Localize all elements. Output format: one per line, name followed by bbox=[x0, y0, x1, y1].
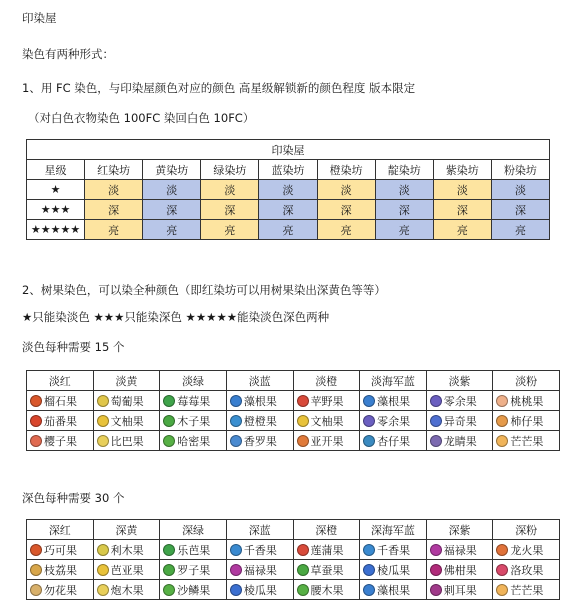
header-cell: 星级 bbox=[27, 160, 85, 180]
dye-cell: 淡 bbox=[317, 180, 375, 200]
berry-icon bbox=[297, 544, 309, 556]
fruit-cell bbox=[160, 560, 227, 580]
berry-icon bbox=[297, 584, 309, 596]
berry-icon bbox=[97, 564, 109, 576]
fruit-label: 哈密果 bbox=[177, 434, 211, 448]
fruit-label: 桃桃果 bbox=[510, 394, 544, 408]
berry-icon bbox=[97, 584, 109, 596]
berry-icon bbox=[496, 395, 508, 407]
fruit-cell bbox=[360, 391, 427, 411]
table-row bbox=[27, 580, 560, 600]
berry-icon bbox=[163, 584, 175, 596]
fruit-cell bbox=[226, 431, 293, 451]
header-cell: 深黄 bbox=[93, 520, 160, 540]
dye-cell: 淡 bbox=[143, 180, 201, 200]
fruit-label: 藻根果 bbox=[377, 583, 411, 597]
berry-icon bbox=[30, 415, 42, 427]
fruit-label: 炮木果 bbox=[110, 583, 144, 597]
berry-icon bbox=[97, 544, 109, 556]
fruit-label: 福禄果 bbox=[443, 543, 477, 557]
fruit-cell bbox=[93, 391, 160, 411]
fruit-label: 藻根果 bbox=[243, 394, 277, 408]
dye-table-row bbox=[27, 180, 550, 200]
berry-icon bbox=[430, 435, 442, 447]
dye-cell: 亮 bbox=[259, 220, 317, 240]
star-level-cell: ★★★ bbox=[27, 200, 85, 220]
header-cell: 淡红 bbox=[27, 371, 94, 391]
fruit-cell bbox=[160, 431, 227, 451]
fruit-label: 巧可果 bbox=[44, 543, 77, 557]
berry-icon bbox=[163, 564, 175, 576]
dye-cell: 淡 bbox=[433, 180, 491, 200]
fruit-label: 零余果 bbox=[443, 394, 477, 408]
deep-fruit-table bbox=[26, 519, 560, 600]
header-cell: 绿染坊 bbox=[201, 160, 259, 180]
dye-cell: 亮 bbox=[201, 220, 259, 240]
fruit-label: 龙睛果 bbox=[443, 434, 477, 448]
berry-icon bbox=[30, 584, 42, 596]
fruit-label: 福禄果 bbox=[243, 563, 277, 577]
fruit-cell bbox=[360, 540, 427, 560]
dye-cell: 深 bbox=[85, 200, 143, 220]
fruit-cell bbox=[493, 540, 560, 560]
header-cell: 深粉 bbox=[493, 520, 560, 540]
berry-icon bbox=[430, 564, 442, 576]
dye-table-caption: 印染屋 bbox=[27, 140, 550, 160]
fruit-label: 龙火果 bbox=[510, 543, 544, 557]
fruit-cell bbox=[360, 431, 427, 451]
berry-icon bbox=[363, 544, 375, 556]
berry-icon bbox=[163, 435, 175, 447]
header-cell: 橙染坊 bbox=[317, 160, 375, 180]
fruit-cell bbox=[27, 431, 94, 451]
berry-icon bbox=[430, 415, 442, 427]
berry-icon bbox=[363, 395, 375, 407]
fruit-cell bbox=[226, 411, 293, 431]
fruit-cell bbox=[426, 560, 493, 580]
fruit-cell bbox=[93, 580, 160, 600]
fruit-cell bbox=[360, 580, 427, 600]
header-cell: 深红 bbox=[27, 520, 94, 540]
header-cell: 淡绿 bbox=[160, 371, 227, 391]
fruit-label: 利木果 bbox=[110, 543, 144, 557]
berry-icon bbox=[430, 395, 442, 407]
fruit-label: 萄葡果 bbox=[110, 394, 144, 408]
intro-text: 染色有两种形式： bbox=[22, 47, 114, 61]
fruit-label: 藻根果 bbox=[377, 394, 411, 408]
fruit-cell bbox=[493, 580, 560, 600]
berry-icon bbox=[97, 435, 109, 447]
fruit-cell bbox=[27, 411, 94, 431]
fruit-cell bbox=[160, 391, 227, 411]
method1-note: （对白色衣物染色 100FC 染回白色 10FC） bbox=[28, 111, 255, 125]
dye-cell: 亮 bbox=[85, 220, 143, 240]
light-fruit-table bbox=[26, 370, 560, 451]
fruit-label: 樱子果 bbox=[44, 434, 77, 448]
berry-icon bbox=[496, 544, 508, 556]
fruit-cell bbox=[226, 540, 293, 560]
header-cell: 深蓝 bbox=[226, 520, 293, 540]
fruit-label: 枝荔果 bbox=[44, 563, 77, 577]
fruit-cell bbox=[226, 560, 293, 580]
berry-icon bbox=[363, 415, 375, 427]
header-cell: 深紫 bbox=[426, 520, 493, 540]
fruit-label: 杏仔果 bbox=[377, 434, 411, 448]
dye-table bbox=[26, 139, 550, 240]
berry-icon bbox=[230, 564, 242, 576]
fruit-label: 苹野果 bbox=[310, 394, 344, 408]
berry-icon bbox=[496, 435, 508, 447]
fruit-label: 莲蒲果 bbox=[310, 543, 344, 557]
header-cell: 红染坊 bbox=[85, 160, 143, 180]
berry-icon bbox=[30, 544, 42, 556]
header-cell: 淡橙 bbox=[293, 371, 360, 391]
fruit-label: 榴石果 bbox=[44, 394, 77, 408]
header-cell: 淡海军蓝 bbox=[360, 371, 427, 391]
header-cell: 黄染坊 bbox=[143, 160, 201, 180]
fruit-cell bbox=[426, 411, 493, 431]
dye-cell: 淡 bbox=[259, 180, 317, 200]
method2-text: 2、树果染色，可以染全种颜色（即红染坊可以用树果染出深黄色等等） bbox=[22, 283, 386, 297]
fruit-cell bbox=[93, 431, 160, 451]
dye-cell: 深 bbox=[375, 200, 433, 220]
header-cell: 深海军蓝 bbox=[360, 520, 427, 540]
fruit-label: 乐芭果 bbox=[177, 543, 211, 557]
berry-icon bbox=[97, 415, 109, 427]
header-cell: 深橙 bbox=[293, 520, 360, 540]
header-cell: 靛染坊 bbox=[375, 160, 433, 180]
fruit-label: 芭亚果 bbox=[110, 563, 144, 577]
dye-table-header-row bbox=[27, 160, 550, 180]
fruit-label: 文柚果 bbox=[310, 414, 344, 428]
fruit-cell bbox=[27, 391, 94, 411]
dye-cell: 淡 bbox=[375, 180, 433, 200]
fruit-label: 香罗果 bbox=[243, 434, 277, 448]
header-cell: 淡粉 bbox=[493, 371, 560, 391]
fruit-cell bbox=[160, 540, 227, 560]
fruit-cell bbox=[93, 560, 160, 580]
header-cell: 紫染坊 bbox=[433, 160, 491, 180]
berry-icon bbox=[163, 415, 175, 427]
dye-cell: 淡 bbox=[201, 180, 259, 200]
fruit-cell bbox=[426, 580, 493, 600]
fruit-cell bbox=[93, 540, 160, 560]
fruit-label: 罗子果 bbox=[177, 563, 211, 577]
fruit-cell bbox=[493, 391, 560, 411]
fruit-label: 草蚕果 bbox=[310, 563, 344, 577]
fruit-cell bbox=[293, 431, 360, 451]
fruit-cell bbox=[27, 560, 94, 580]
light-table-header-row bbox=[27, 371, 560, 391]
fruit-label: 刺耳果 bbox=[443, 583, 477, 597]
fruit-cell bbox=[27, 580, 94, 600]
fruit-label: 零余果 bbox=[377, 414, 411, 428]
fruit-cell bbox=[360, 560, 427, 580]
berry-icon bbox=[297, 435, 309, 447]
berry-icon bbox=[30, 395, 42, 407]
fruit-cell bbox=[293, 540, 360, 560]
fruit-label: 棱瓜果 bbox=[243, 583, 277, 597]
fruit-label: 棱瓜果 bbox=[377, 563, 411, 577]
fruit-cell bbox=[426, 431, 493, 451]
fruit-cell bbox=[293, 580, 360, 600]
berry-icon bbox=[363, 564, 375, 576]
berry-icon bbox=[230, 544, 242, 556]
berry-icon bbox=[297, 415, 309, 427]
fruit-label: 亚开果 bbox=[310, 434, 344, 448]
fruit-cell bbox=[493, 411, 560, 431]
berry-icon bbox=[430, 584, 442, 596]
fruit-cell bbox=[426, 540, 493, 560]
dye-cell: 淡 bbox=[85, 180, 143, 200]
fruit-label: 腰木果 bbox=[310, 583, 344, 597]
header-cell: 淡黄 bbox=[93, 371, 160, 391]
fruit-label: 芒芒果 bbox=[510, 583, 544, 597]
fruit-label: 文柚果 bbox=[110, 414, 144, 428]
fruit-label: 比巴果 bbox=[110, 434, 144, 448]
berry-icon bbox=[230, 584, 242, 596]
dye-cell: 淡 bbox=[491, 180, 549, 200]
fruit-label: 芒芒果 bbox=[510, 434, 544, 448]
dye-cell: 亮 bbox=[491, 220, 549, 240]
dye-cell: 亮 bbox=[317, 220, 375, 240]
header-cell: 淡紫 bbox=[426, 371, 493, 391]
berry-icon bbox=[230, 435, 242, 447]
fruit-cell bbox=[293, 411, 360, 431]
table-row bbox=[27, 431, 560, 451]
fruit-cell bbox=[293, 560, 360, 580]
berry-icon bbox=[163, 544, 175, 556]
berry-icon bbox=[363, 584, 375, 596]
fruit-label: 柿仔果 bbox=[510, 414, 544, 428]
fruit-cell bbox=[160, 580, 227, 600]
fruit-label: 沙鳞果 bbox=[177, 583, 211, 597]
berry-icon bbox=[230, 395, 242, 407]
berry-icon bbox=[297, 564, 309, 576]
fruit-label: 千香果 bbox=[377, 543, 411, 557]
fruit-label: 茄番果 bbox=[44, 414, 77, 428]
star-level-cell: ★★★★★ bbox=[27, 220, 85, 240]
berry-icon bbox=[30, 435, 42, 447]
doc-title: 印染屋 bbox=[22, 11, 57, 25]
header-cell: 蓝染坊 bbox=[259, 160, 317, 180]
berry-icon bbox=[496, 564, 508, 576]
dye-cell: 亮 bbox=[375, 220, 433, 240]
fruit-cell bbox=[493, 560, 560, 580]
fruit-cell bbox=[293, 391, 360, 411]
dye-cell: 深 bbox=[491, 200, 549, 220]
dye-cell: 亮 bbox=[143, 220, 201, 240]
table-row bbox=[27, 411, 560, 431]
berry-icon bbox=[363, 435, 375, 447]
fruit-label: 千香果 bbox=[243, 543, 277, 557]
dye-cell: 深 bbox=[259, 200, 317, 220]
deep-heading: 深色每种需要 30 个 bbox=[22, 491, 125, 505]
light-heading: 淡色每种需要 15 个 bbox=[22, 340, 125, 354]
fruit-cell bbox=[93, 411, 160, 431]
berry-icon bbox=[97, 395, 109, 407]
table-row bbox=[27, 391, 560, 411]
fruit-cell bbox=[226, 391, 293, 411]
fruit-cell bbox=[426, 391, 493, 411]
dye-cell: 深 bbox=[433, 200, 491, 220]
fruit-label: 洛玫果 bbox=[510, 563, 544, 577]
dye-cell: 深 bbox=[143, 200, 201, 220]
dye-table-row bbox=[27, 200, 550, 220]
deep-table-header-row bbox=[27, 520, 560, 540]
method1-text: 1、用 FC 染色，与印染屋颜色对应的颜色 高星级解锁新的颜色程度 版本限定 bbox=[22, 81, 416, 95]
fruit-cell bbox=[160, 411, 227, 431]
berry-icon bbox=[297, 395, 309, 407]
stars-note: ★只能染淡色 ★★★只能染深色 ★★★★★能染淡色深色两种 bbox=[22, 310, 330, 324]
berry-icon bbox=[496, 415, 508, 427]
fruit-cell bbox=[27, 540, 94, 560]
berry-icon bbox=[230, 415, 242, 427]
fruit-label: 木子果 bbox=[177, 414, 211, 428]
berry-icon bbox=[163, 395, 175, 407]
fruit-label: 勿花果 bbox=[44, 583, 77, 597]
header-cell: 粉染坊 bbox=[491, 160, 549, 180]
dye-cell: 深 bbox=[317, 200, 375, 220]
header-cell: 深绿 bbox=[160, 520, 227, 540]
fruit-label: 佛柑果 bbox=[443, 563, 477, 577]
fruit-label: 异奇果 bbox=[443, 414, 477, 428]
berry-icon bbox=[30, 564, 42, 576]
star-level-cell: ★ bbox=[27, 180, 85, 200]
dye-table-row bbox=[27, 220, 550, 240]
table-row bbox=[27, 560, 560, 580]
fruit-cell bbox=[226, 580, 293, 600]
header-cell: 淡蓝 bbox=[226, 371, 293, 391]
fruit-label: 莓莓果 bbox=[177, 394, 211, 408]
fruit-cell bbox=[493, 431, 560, 451]
fruit-cell bbox=[360, 411, 427, 431]
dye-cell: 深 bbox=[201, 200, 259, 220]
berry-icon bbox=[496, 584, 508, 596]
fruit-label: 橙橙果 bbox=[243, 414, 277, 428]
dye-cell: 亮 bbox=[433, 220, 491, 240]
berry-icon bbox=[430, 544, 442, 556]
table-row bbox=[27, 540, 560, 560]
